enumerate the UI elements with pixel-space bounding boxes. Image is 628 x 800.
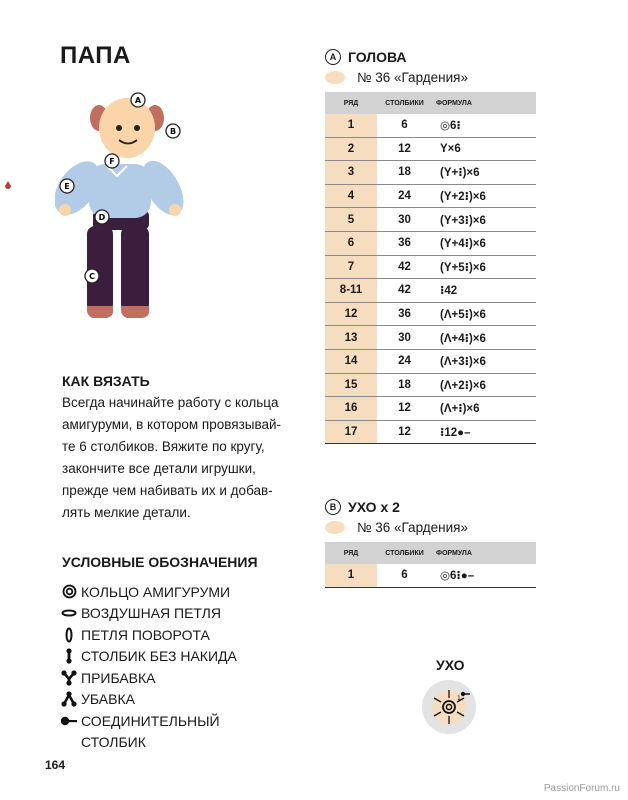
marker-e [60, 179, 74, 193]
row-number-cell: 2 [325, 137, 377, 161]
stitch-count-cell: 42 [377, 279, 432, 303]
head-row-1 [325, 114, 536, 137]
head-row-6 [325, 231, 536, 255]
legend-label-continued: СТОЛБИК [81, 734, 146, 751]
legend-label: ПЕТЛЯ ПОВОРОТА [81, 626, 210, 643]
magic-ring-icon [60, 584, 78, 600]
decrease-icon [60, 691, 78, 707]
ear-table-body [325, 564, 536, 587]
margin-mark-icon [5, 181, 11, 189]
head-row-2 [325, 137, 536, 161]
head [99, 98, 155, 158]
head-row-8-11 [325, 279, 536, 303]
column-header-row: РЯД [325, 92, 377, 114]
left-shoe [87, 306, 113, 318]
increase-icon [60, 670, 78, 686]
chain-icon [60, 605, 78, 621]
formula-cell: (Λ+⁝)×6 [432, 397, 536, 421]
legend-label: ВОЗДУШНАЯ ПЕТЛЯ [81, 605, 221, 622]
how-to-text [62, 392, 314, 524]
marker-f-label: F [109, 157, 115, 166]
right-shoe [121, 306, 149, 318]
legend-label: СОЕДИНИТЕЛЬНЫЙ [81, 712, 220, 729]
formula-cell: ◎6⁝●– [432, 564, 536, 587]
marker-a [131, 93, 145, 107]
marker-f [105, 154, 119, 168]
legend-item [60, 710, 237, 732]
ear-row-1 [325, 564, 536, 587]
head-row-7 [325, 255, 536, 279]
formula-cell: (Y+2⁝)×6 [432, 184, 536, 208]
how-to-line: амигуруми, в котором провязывай- [62, 417, 282, 432]
marker-d [95, 210, 109, 224]
row-number-cell: 16 [325, 397, 377, 421]
head-yarn-label: № 36 «Гардения» [357, 70, 468, 85]
formula-cell: (Y+4⁝)×6 [432, 231, 536, 255]
stitch-count-cell: 18 [377, 373, 432, 397]
column-header-stitches: СТОЛБИКИ [377, 542, 432, 564]
doll-eye-right [134, 125, 140, 131]
head-row-12 [325, 302, 536, 326]
stitch-count-cell: 12 [377, 397, 432, 421]
row-number-cell: 8-11 [325, 279, 377, 303]
head-row-4 [325, 184, 536, 208]
formula-cell: ◎6⁝ [432, 114, 536, 137]
stitch-count-cell: 18 [377, 161, 432, 185]
marker-a-label: A [134, 96, 142, 105]
head-row-16 [325, 397, 536, 421]
stitch-count-cell: 12 [377, 137, 432, 161]
legend-item [60, 646, 237, 668]
how-to-heading: КАК ВЯЗАТЬ [62, 373, 150, 389]
slip-stitch-icon [60, 713, 78, 729]
head-section-title: ГОЛОВА [348, 49, 407, 65]
section-letter-a: A [325, 49, 341, 65]
marker-d-label: D [98, 213, 106, 222]
head-section-header [325, 49, 407, 65]
head-row-15 [325, 373, 536, 397]
row-number-cell: 12 [325, 302, 377, 326]
row-number-cell: 6 [325, 231, 377, 255]
ear-yarn [325, 520, 468, 535]
row-number-cell: 5 [325, 208, 377, 232]
doll-eye-left [116, 125, 122, 131]
how-to-line: закончите все детали игрушки, [62, 461, 256, 476]
how-to-line: те 6 столбиков. Вяжите по кругу, [62, 439, 265, 454]
head-row-17 [325, 420, 536, 444]
legend-label: КОЛЬЦО АМИГУРУМИ [81, 583, 231, 600]
stitch-count-cell: 6 [377, 114, 432, 137]
stitch-count-cell: 30 [377, 208, 432, 232]
row-number-cell: 15 [325, 373, 377, 397]
ear-yarn-label: № 36 «Гардения» [357, 520, 468, 535]
legend-label: ПРИБАВКА [81, 669, 156, 686]
row-number-cell: 17 [325, 420, 377, 444]
marker-e-label: E [64, 182, 70, 191]
formula-cell: (Y+3⁝)×6 [432, 208, 536, 232]
doll-illustration [55, 88, 185, 323]
stitch-count-cell: 12 [377, 420, 432, 444]
ear-diagram-row-number: 1 [457, 695, 461, 702]
formula-cell: (Λ+3⁝)×6 [432, 349, 536, 373]
marker-b [166, 124, 180, 138]
row-number-cell: 4 [325, 184, 377, 208]
how-to-line: прежде чем набивать их и добав- [62, 483, 273, 498]
stitch-count-cell: 6 [377, 564, 432, 587]
row-number-cell: 3 [325, 161, 377, 185]
head-row-13 [325, 326, 536, 350]
head-row-3 [325, 161, 536, 185]
legend [60, 581, 237, 753]
legend-label: СТОЛБИК БЕЗ НАКИДА [81, 648, 237, 665]
head-row-5 [325, 208, 536, 232]
how-to-line: Всегда начинайте работу с кольца [62, 395, 279, 410]
ear-section-title: УХО x 2 [348, 499, 400, 515]
turning-loop-icon [60, 627, 78, 643]
formula-cell: ⁝42 [432, 279, 536, 303]
single-crochet-icon [60, 648, 78, 664]
ear-section-header [325, 499, 400, 515]
stitch-count-cell: 36 [377, 302, 432, 326]
legend-item [60, 581, 237, 603]
head-table-body [325, 114, 536, 444]
formula-cell: (Y+5⁝)×6 [432, 255, 536, 279]
legend-label: УБАВКА [81, 691, 135, 708]
ear-diagram-label: УХО [436, 657, 465, 673]
how-to-line: лять мелкие детали. [62, 505, 191, 520]
head-yarn [325, 70, 468, 85]
row-number-cell: 13 [325, 326, 377, 350]
row-number-cell: 14 [325, 349, 377, 373]
page-number: 164 [45, 758, 66, 772]
legend-item [60, 624, 237, 646]
watermark: PassionForum.ru [543, 783, 620, 794]
formula-cell: (Λ+2⁝)×6 [432, 373, 536, 397]
legend-item [60, 667, 237, 689]
row-number-cell: 7 [325, 255, 377, 279]
formula-cell: ⁝12●– [432, 420, 536, 444]
column-header-formula: ФОРМУЛА [432, 92, 536, 114]
marker-c [85, 269, 99, 283]
marker-c-label: C [89, 272, 95, 281]
column-header-stitches: СТОЛБИКИ [377, 92, 432, 114]
formula-cell: (Λ+4⁝)×6 [432, 326, 536, 350]
column-header-row: РЯД [325, 542, 377, 564]
row-number-cell: 1 [325, 114, 377, 137]
right-leg [121, 226, 149, 312]
stitch-count-cell: 24 [377, 184, 432, 208]
formula-cell: (Λ+5⁝)×6 [432, 302, 536, 326]
stitch-count-cell: 24 [377, 349, 432, 373]
yarn-swatch-icon [325, 521, 345, 534]
ear-stitch-diagram [420, 678, 478, 736]
stitch-count-cell: 42 [377, 255, 432, 279]
formula-cell: (Y+⁝)×6 [432, 161, 536, 185]
head-row-14 [325, 349, 536, 373]
head-pattern-table [325, 92, 536, 444]
row-number-cell: 1 [325, 564, 377, 587]
legend-item [60, 603, 237, 625]
stitch-count-cell: 30 [377, 326, 432, 350]
section-letter-b: B [325, 499, 341, 515]
ear-pattern-table [325, 542, 536, 588]
legend-item [60, 689, 237, 711]
page-title: ПАПА [60, 42, 131, 69]
stitch-count-cell: 36 [377, 231, 432, 255]
marker-b-label: B [169, 127, 177, 136]
legend-heading: УСЛОВНЫЕ ОБОЗНАЧЕНИЯ [62, 554, 258, 570]
column-header-formula: ФОРМУЛА [432, 542, 536, 564]
yarn-swatch-icon [325, 71, 345, 84]
formula-cell: Y×6 [432, 137, 536, 161]
